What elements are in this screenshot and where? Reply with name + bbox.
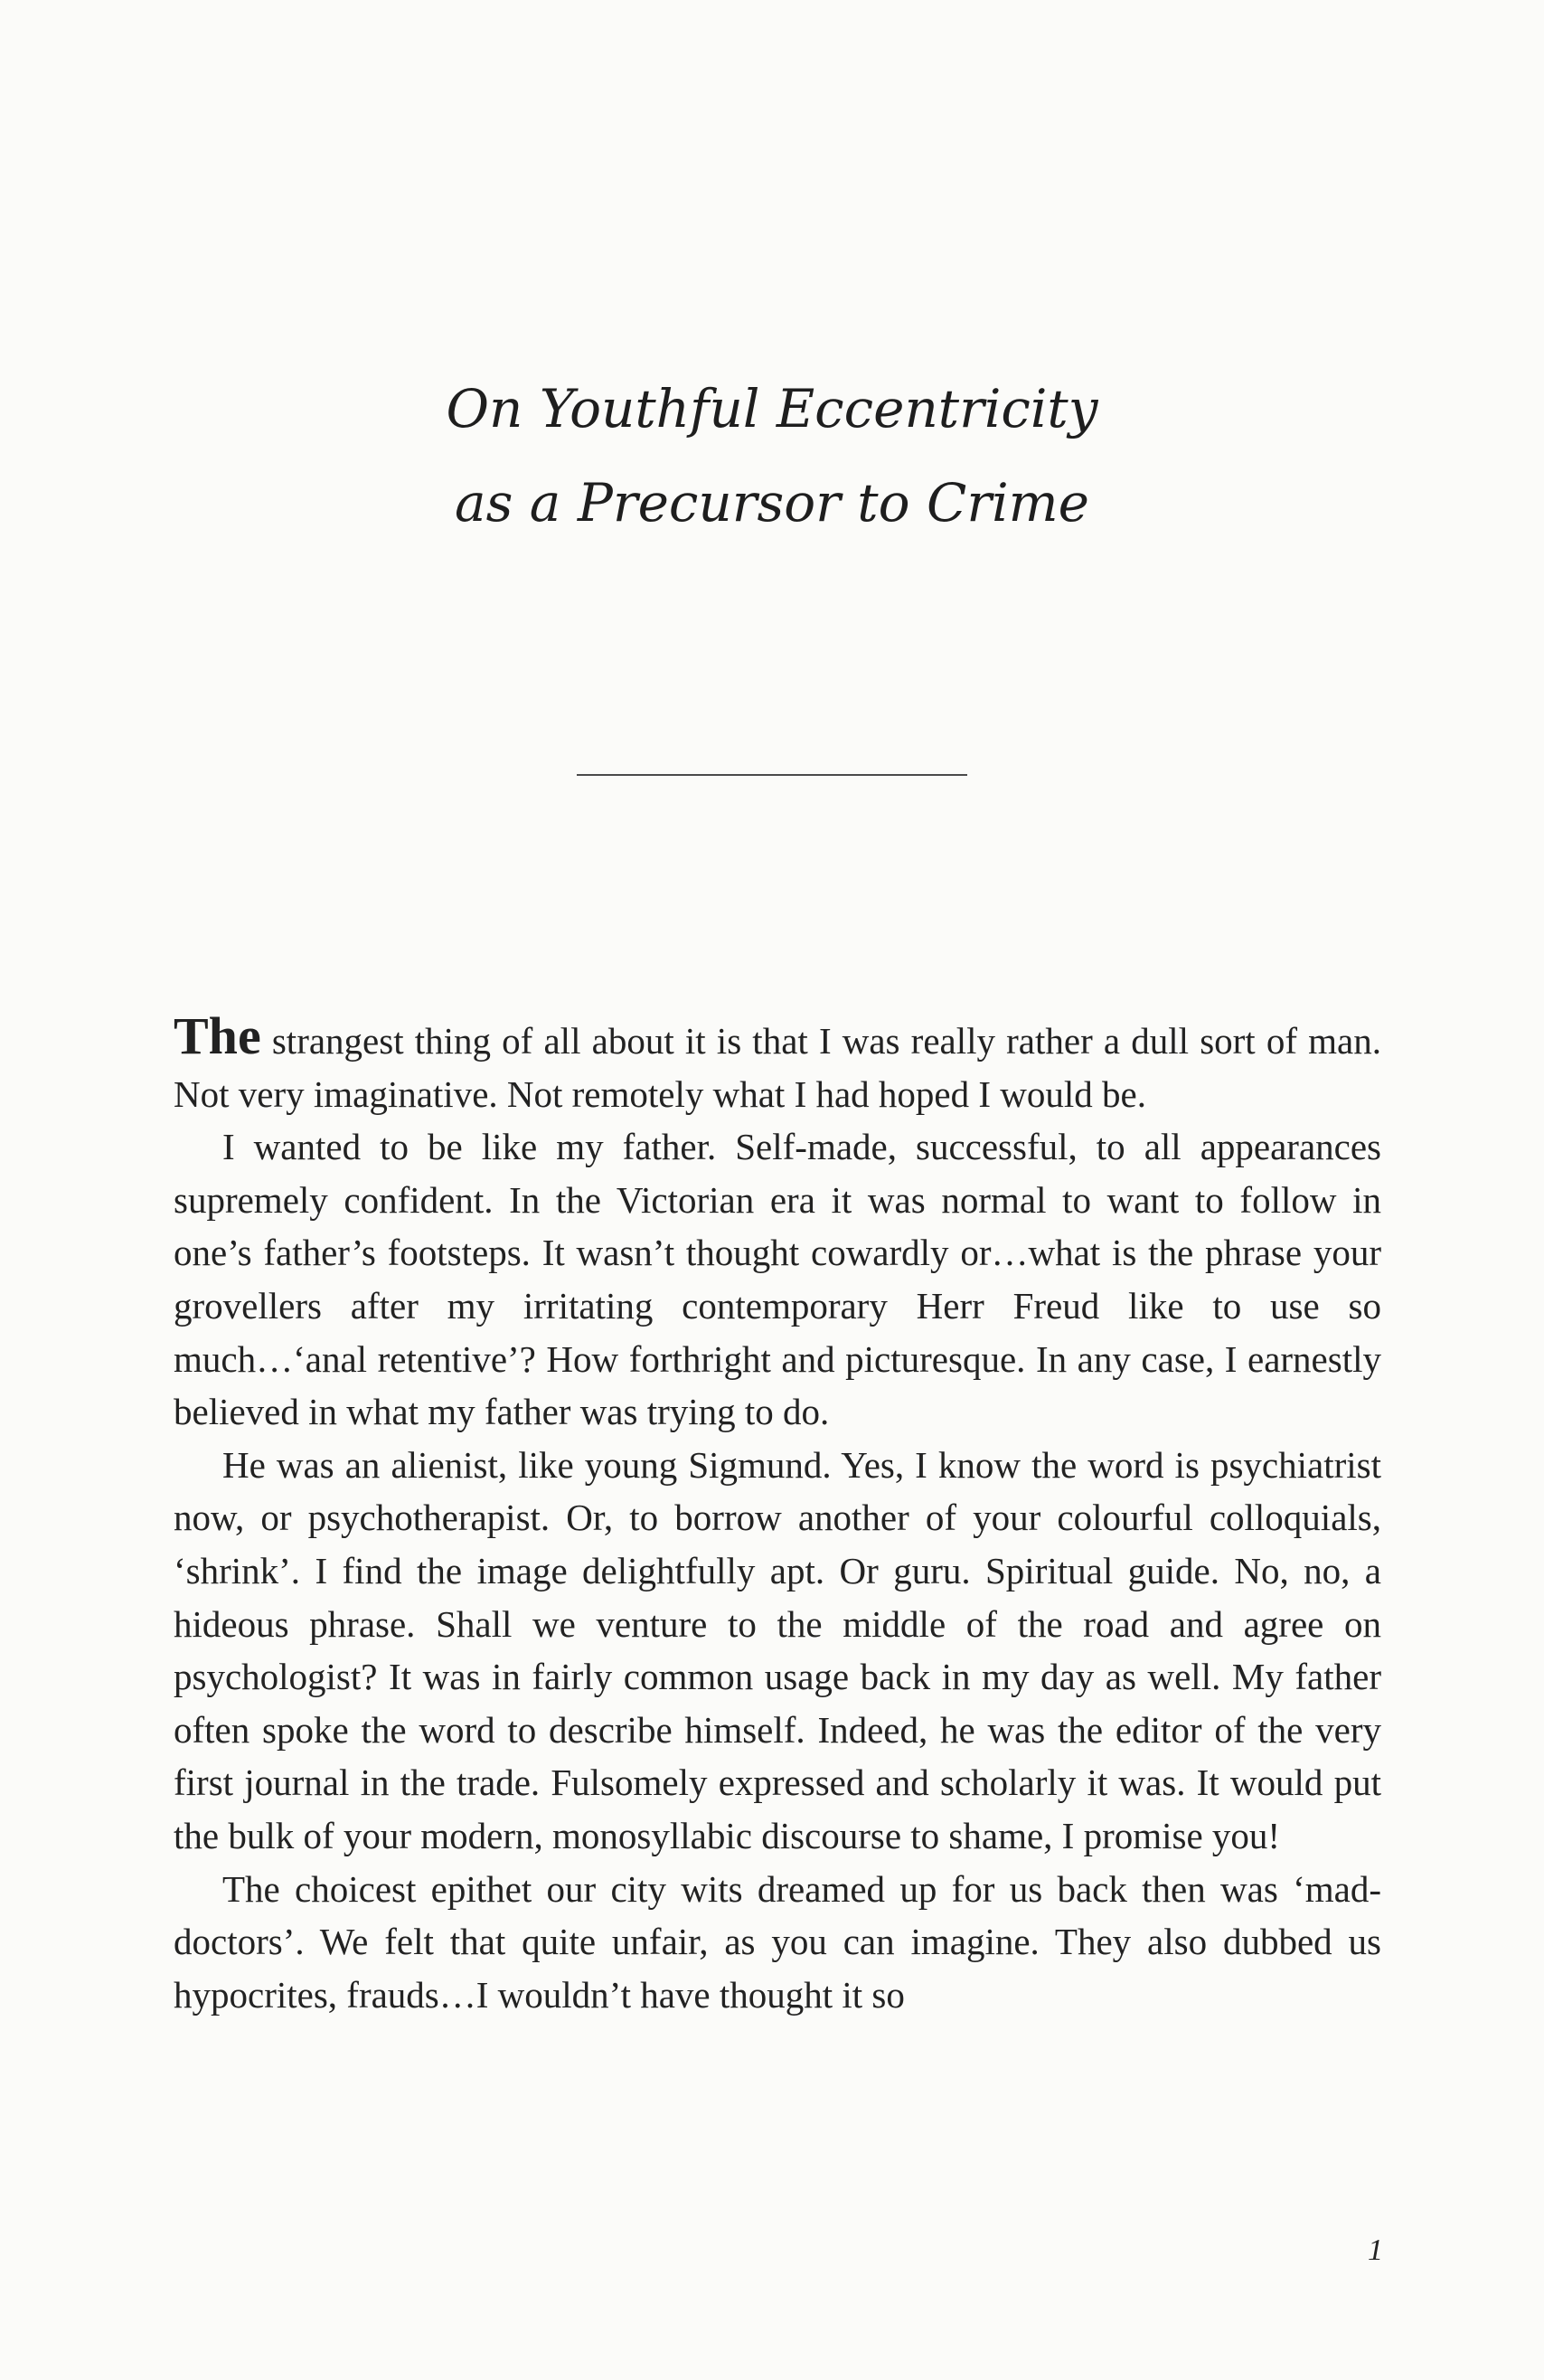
chapter-title-line-1: On Youthful Eccentricity (446, 378, 1098, 439)
chapter-title (0, 362, 1544, 550)
body-text (174, 1006, 1381, 2021)
page-number: 1 (1368, 2234, 1383, 2267)
paragraph-1-text: strangest thing of all about it is that I was really rather a dull sort of man. Not very imaginative. Not remotely what I had hoped I would be. (174, 1020, 1381, 1115)
chapter-title-line-2: as a Precursor to Crime (455, 472, 1089, 534)
opening-word: The (174, 1006, 261, 1065)
title-divider (577, 774, 967, 776)
paragraph-2: I wanted to be like my father. Self-made, successful, to all appearances supremely confident. In the Victorian era it was normal to want to follow in one’s father’s footsteps. It wasn’t thought cowardly or…what is the phrase your grovellers after my irritating contemporary Herr Freud like to use so much…‘anal retentive’? How forthright and picturesque. In any case, I earnestly believed in what my father was trying to do. (174, 1126, 1381, 1433)
paragraph-1 (174, 1006, 1381, 1120)
paragraph-4: The choicest epithet our city wits dreamed up for us back then was ‘mad-doctors’. We felt that quite unfair, as you can imagine. They also dubbed us hypocrites, frauds…I wouldn’t have thought it so (174, 1867, 1381, 2016)
paragraph-3: He was an alienist, like young Sigmund. Yes, I know the word is psychiatrist now, or psychotherapist. Or, to borrow another of your colourful colloquials, ‘shrink’. I find the image delightfully apt. Or guru. Spiritual guide. No, no, a hideous phrase. Shall we venture to the middle of the road and agree on psychologist? It was in fairly common usage back in my day as well. My father often spoke the word to describe himself. Indeed, he was the editor of the very first journal in the trade. Fulsomely expressed and scholarly it was. It would put the bulk of your modern, monosyllabic discourse to shame, I promise you! (174, 1443, 1381, 1856)
